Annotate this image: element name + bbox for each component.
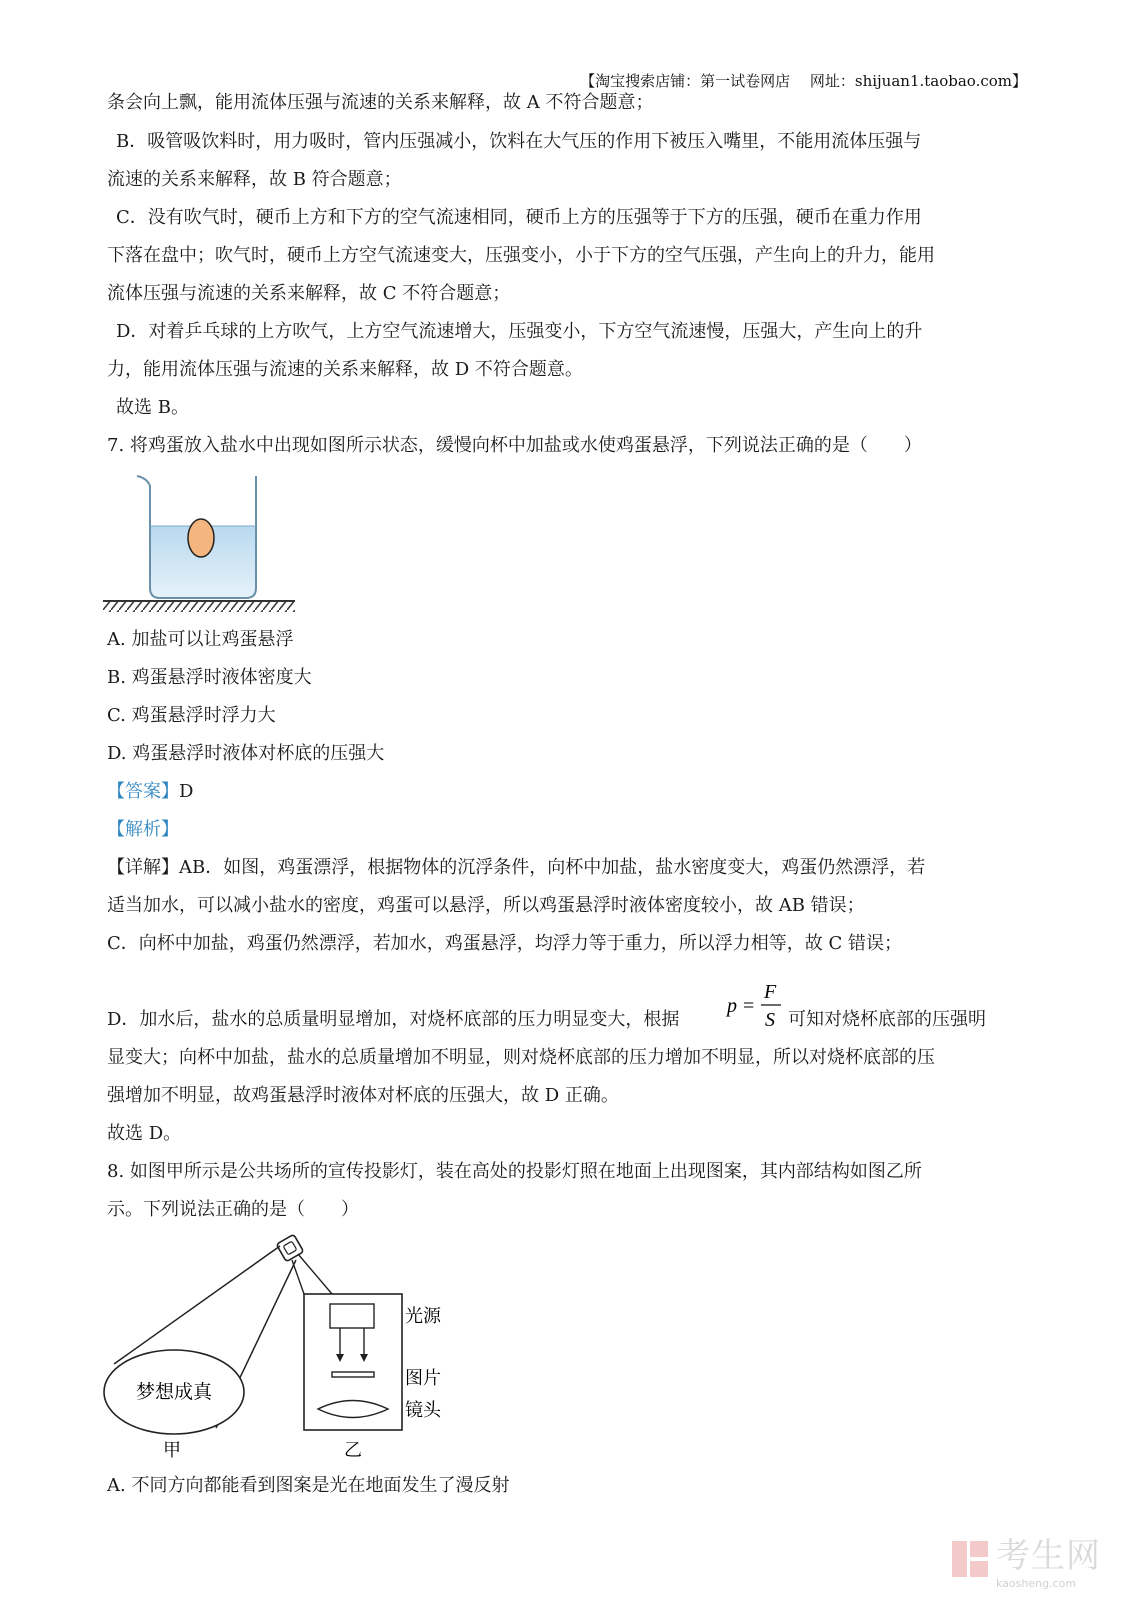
q7-detail-line6: 强增加不明显，故鸡蛋悬浮时液体对杯底的压强大，故 D 正确。 <box>107 1085 619 1106</box>
q7-answer <box>107 779 193 805</box>
q8-stem-line2: 示。下列说法正确的是（ ） <box>107 1199 359 1220</box>
svg-text:=: = <box>743 995 755 1017</box>
answer-value: D <box>179 781 194 802</box>
q6-option-c-line1: C．没有吹气时，硬币上方和下方的空气流速相同，硬币上方的压强等于下方的压强，硬币在重力作用 <box>116 207 922 228</box>
svg-text:p: p <box>727 995 737 1017</box>
svg-text:梦想成真: 梦想成真 <box>135 1381 213 1403</box>
q7-detail-line4b: 可知对烧杯底部的压强明 <box>788 1009 986 1030</box>
egg <box>188 519 214 557</box>
q7-option-b: B. 鸡蛋悬浮时液体密度大 <box>107 667 312 688</box>
watermark-sub: kaosheng.com <box>996 1577 1077 1590</box>
q7-conclusion: 故选 D。 <box>107 1123 182 1144</box>
svg-text:图片: 图片 <box>405 1368 441 1389</box>
svg-text:镜头: 镜头 <box>405 1400 441 1421</box>
projector-figure <box>100 1232 460 1470</box>
q6-option-c-line2: 下落在盘中；吹气时，硬币上方空气流速变大，压强变小，小于下方的空气压强，产生向上的升力，能用 <box>107 245 935 266</box>
svg-text:乙: 乙 <box>344 1440 362 1461</box>
q7-stem: 7. 将鸡蛋放入盐水中出现如图所示状态，缓慢向杯中加盐或水使鸡蛋悬浮，下列说法正确的是（ ） <box>107 435 922 456</box>
q6-option-c-line3: 流体压强与流速的关系来解释，故 C 不符合题意； <box>107 283 511 304</box>
svg-text:光源: 光源 <box>405 1306 441 1327</box>
q8-option-a: A. 不同方向都能看到图案是光在地面发生了漫反射 <box>107 1475 510 1496</box>
analysis-tag: 【解析】 <box>107 819 179 840</box>
ground-hatch <box>103 602 295 612</box>
q6-option-d-line1: D．对着乒乓球的上方吹气，上方空气流速增大，压强变小，下方空气流速慢，压强大，产生向上的升 <box>116 321 923 342</box>
q7-detail-line1: 【详解】AB．如图，鸡蛋漂浮，根据物体的沉浮条件，向杯中加盐，盐水密度变大，鸡蛋仍然漂浮，若 <box>107 857 926 878</box>
svg-text:F: F <box>764 981 777 1003</box>
q6-option-d-line2: 力，能用流体压强与流速的关系来解释，故 D 不符合题意。 <box>107 359 583 380</box>
watermark-text: 考生网 <box>996 1536 1101 1576</box>
q6-option-b-line1: B．吸管吸饮料时，用力吸时，管内压强减小，饮料在大气压的作用下被压入嘴里，不能用流体压强与 <box>116 131 922 152</box>
answer-tag: 【答案】 <box>107 781 179 802</box>
q6-conclusion: 故选 B。 <box>116 397 189 418</box>
pressure-formula <box>725 978 787 1036</box>
beaker-figure <box>103 470 303 618</box>
q7-detail-line4a: D．加水后，盐水的总质量明显增加，对烧杯底部的压力明显变大，根据 <box>107 1009 680 1030</box>
q7-option-c: C. 鸡蛋悬浮时浮力大 <box>107 705 276 726</box>
q7-detail-line5: 显变大；向杯中加盐，盐水的总质量增加不明显，则对烧杯底部的压力增加不明显，所以对烧杯底部的压 <box>107 1047 935 1068</box>
q7-detail-line2: 适当加水，可以减小盐水的密度，鸡蛋可以悬浮，所以鸡蛋悬浮时液体密度较小，故 AB 错误； <box>107 895 865 916</box>
q7-detail-line3: C．向杯中加盐，鸡蛋仍然漂浮，若加水，鸡蛋悬浮，均浮力等于重力，所以浮力相等，故 C 错误； <box>107 933 902 954</box>
q8-stem-line1: 8. 如图甲所示是公共场所的宣传投影灯，装在高处的投影灯照在地面上出现图案，其内部结构如图乙所 <box>107 1161 922 1182</box>
slide-picture <box>332 1372 374 1377</box>
q6-option-a-tail: 条会向上飘，能用流体压强与流速的关系来解释，故 A 不符合题意； <box>107 92 654 113</box>
svg-text:甲: 甲 <box>163 1440 181 1461</box>
watermark-logo-icon <box>950 1539 990 1579</box>
q7-analysis <box>107 817 179 843</box>
page-header: 【淘宝搜索店铺：第一试卷网店 网址：shijuan1.taobao.com】 <box>580 72 1027 90</box>
light-source <box>330 1304 374 1328</box>
watermark <box>950 1528 1101 1590</box>
q7-option-d: D. 鸡蛋悬浮时液体对杯底的压强大 <box>107 743 385 764</box>
q7-option-a: A. 加盐可以让鸡蛋悬浮 <box>107 629 294 650</box>
q6-option-b-line2: 流速的关系来解释，故 B 符合题意； <box>107 169 402 190</box>
svg-text:S: S <box>765 1009 775 1031</box>
detail-tag: 【详解】 <box>107 857 179 878</box>
projector-lamp <box>276 1234 303 1261</box>
